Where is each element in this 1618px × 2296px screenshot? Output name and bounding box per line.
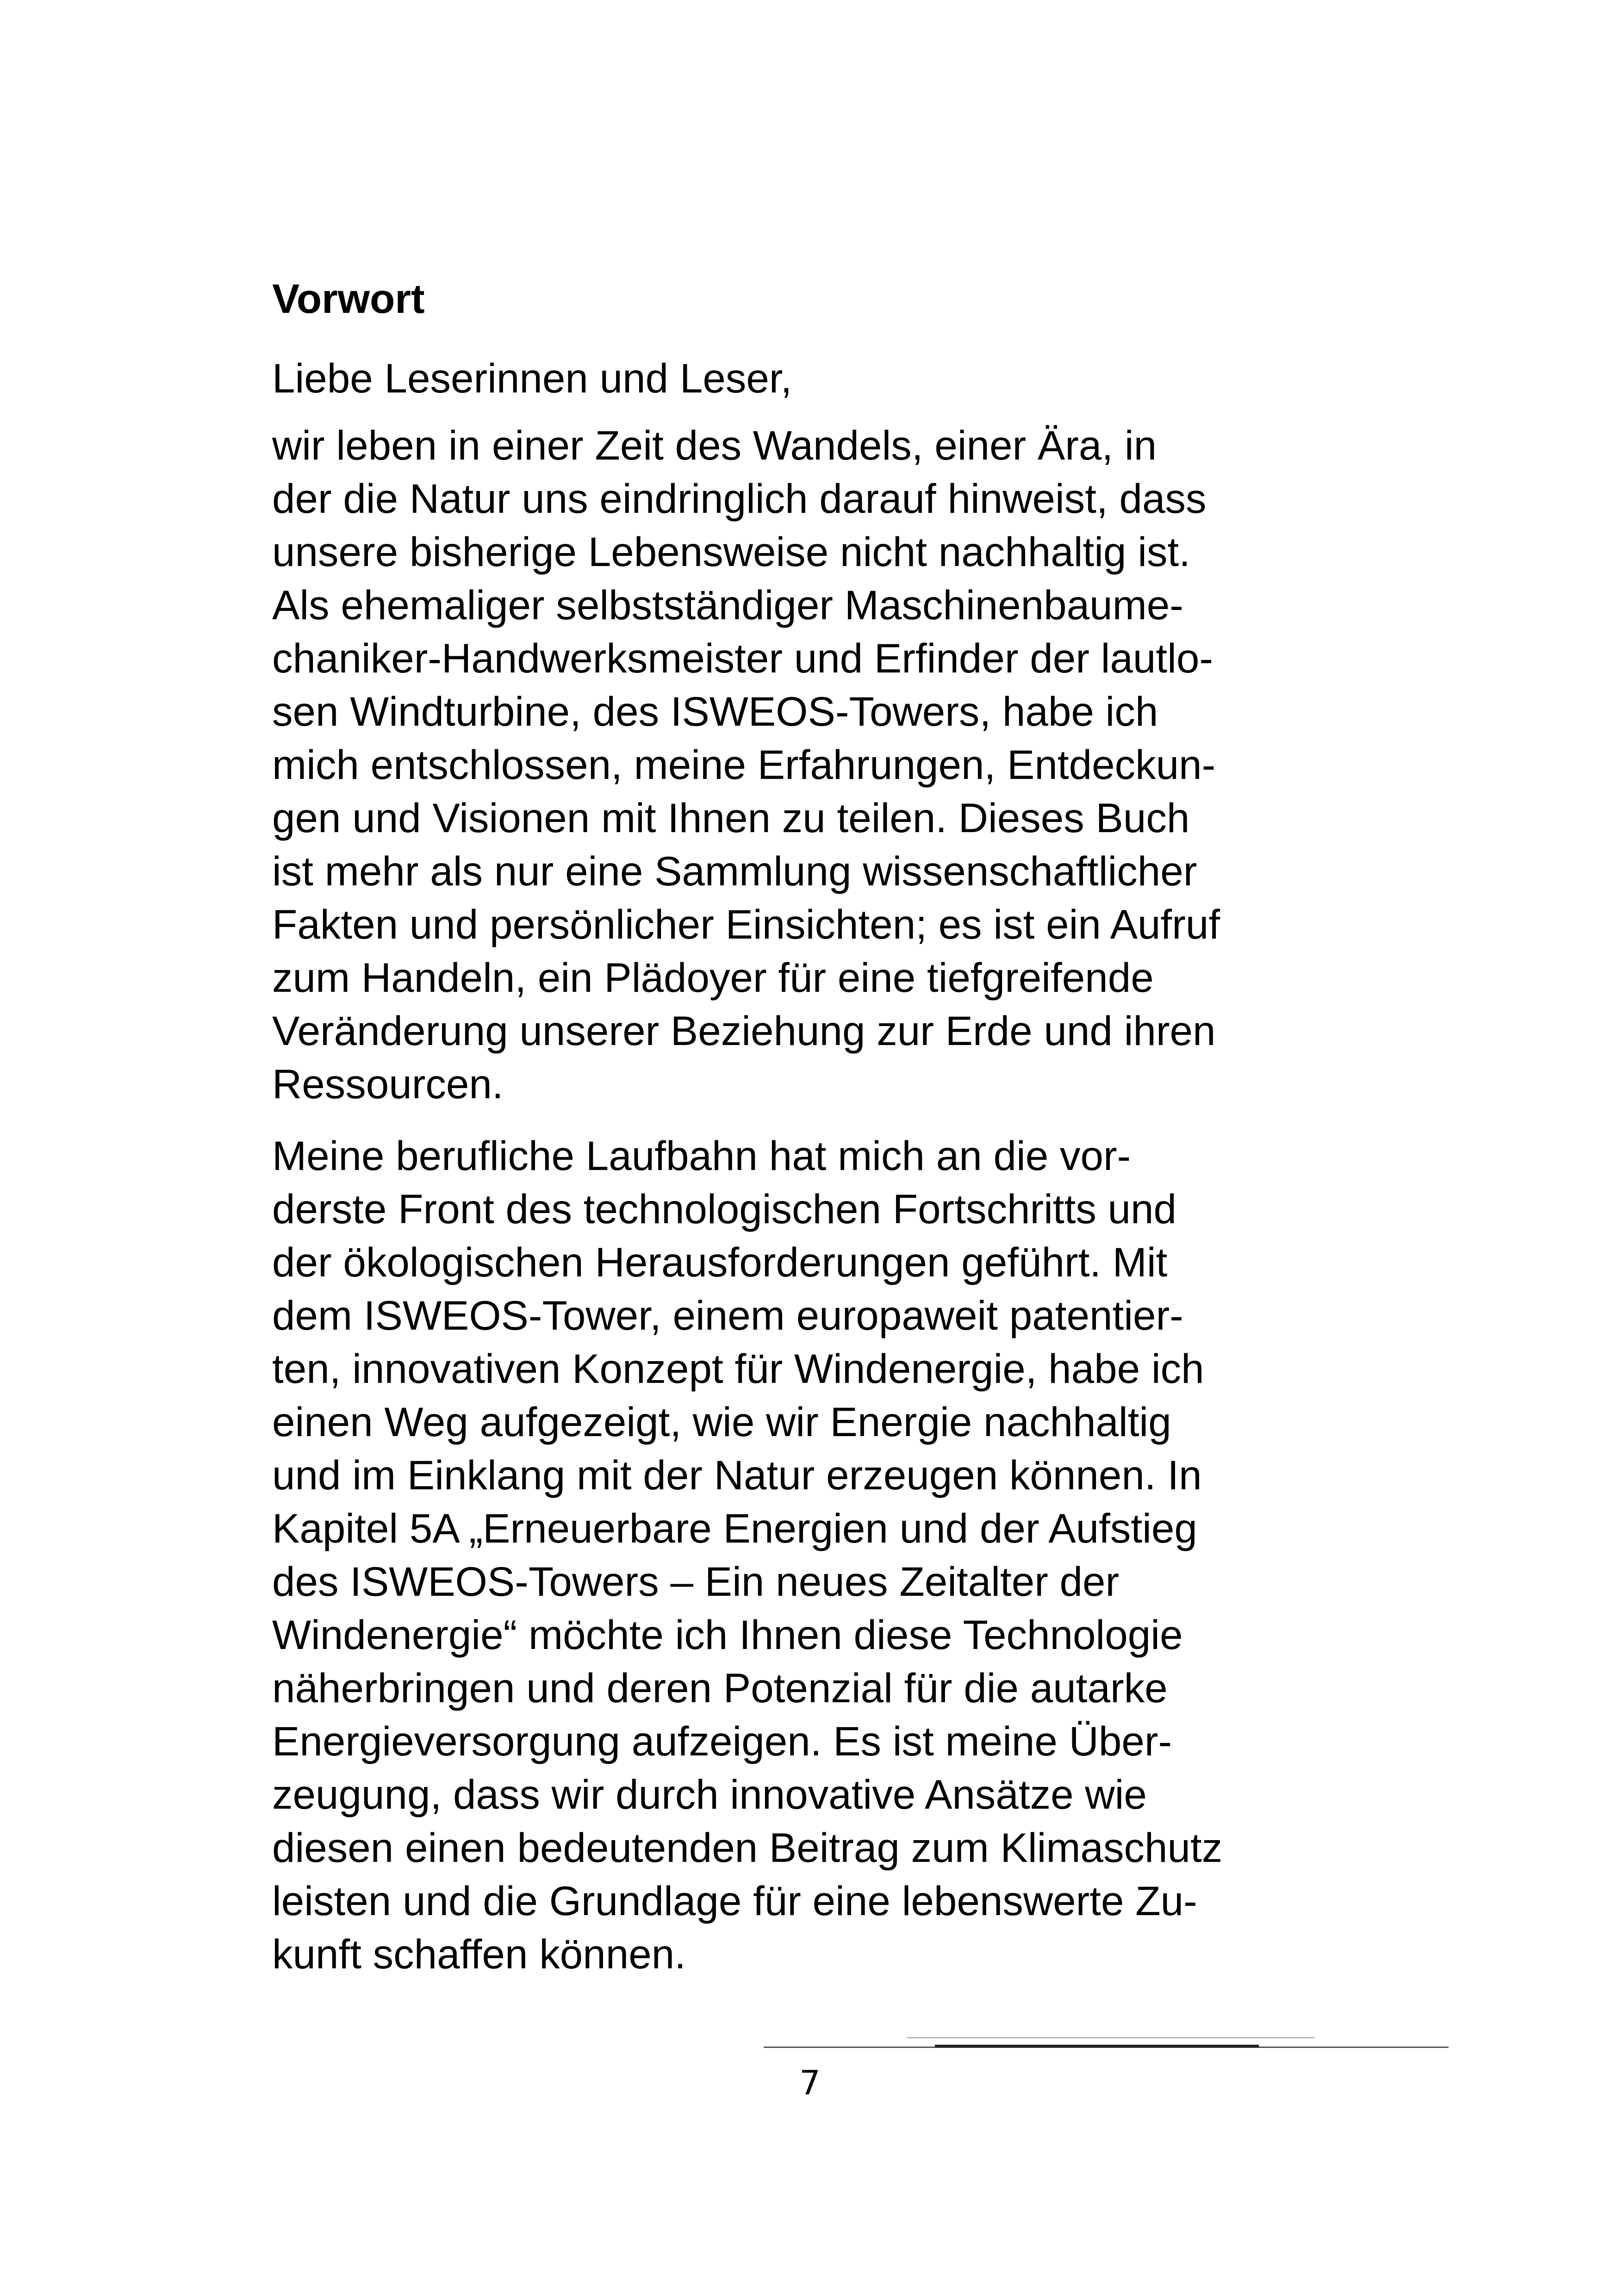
text-line: des ISWEOS-Towers – Ein neues Zeitalter der — [272, 1558, 1120, 1605]
salutation: Liebe Leserinnen und Leser, — [272, 355, 792, 401]
text-line: zeugung, dass wir durch innovative Ansätze wie — [272, 1771, 1147, 1817]
text-line: derste Front des technologischen Fortschritts und — [272, 1186, 1177, 1232]
text-line: Meine berufliche Laufbahn hat mich an die vor- — [272, 1132, 1131, 1179]
text-line: Energieversorgung aufzeigen. Es ist meine Über- — [272, 1718, 1172, 1764]
text-line: gen und Visionen mit Ihnen zu teilen. Dieses Buch — [272, 795, 1190, 841]
text-line: dem ISWEOS-Tower, einem europaweit patentier- — [272, 1292, 1183, 1338]
text-line: mich entschlossen, meine Erfahrungen, Entdeckun- — [272, 741, 1216, 788]
footer-rule-accent — [935, 2045, 1259, 2047]
text-line: kunft schaffen können. — [272, 1931, 686, 1977]
text-line: zum Handeln, ein Plädoyer für eine tiefgreifende — [272, 954, 1154, 1001]
paragraph-1 — [272, 419, 1220, 1111]
text-line: ist mehr als nur eine Sammlung wissenschaftlicher — [272, 848, 1197, 894]
text-line: leisten und die Grundlage für eine lebenswerte Zu- — [272, 1878, 1197, 1924]
text-line: näherbringen und deren Potenzial für die autarke — [272, 1665, 1168, 1711]
text-line: Veränderung unserer Beziehung zur Erde und ihren — [272, 1008, 1216, 1054]
footer-rule-accent — [907, 2037, 1314, 2038]
text-line: der ökologischen Herausforderungen geführt. Mit — [272, 1239, 1168, 1285]
section-heading: Vorwort — [272, 275, 425, 322]
text-line: Windenergie“ möchte ich Ihnen diese Technologie — [272, 1612, 1183, 1658]
page-number: 7 — [799, 2063, 821, 2102]
text-line: chaniker-Handwerksmeister und Erfinder der lautlo- — [272, 635, 1214, 681]
text-line: Kapitel 5A „Erneuerbare Energien und der Aufstieg — [272, 1505, 1197, 1551]
text-line: einen Weg aufgezeigt, wie wir Energie nachhaltig — [272, 1399, 1171, 1445]
text-line: Ressourcen. — [272, 1061, 504, 1107]
text-line: Fakten und persönlicher Einsichten; es ist ein Aufruf — [272, 901, 1220, 947]
text-line: der die Natur uns eindringlich darauf hinweist, dass — [272, 475, 1207, 522]
text-line: wir leben in einer Zeit des Wandels, einer Ära, in — [272, 422, 1157, 468]
text-line: und im Einklang mit der Natur erzeugen können. In — [272, 1452, 1202, 1498]
text-line: diesen einen bedeutenden Beitrag zum Klimaschutz — [272, 1824, 1223, 1871]
text-line: ten, innovativen Konzept für Windenergie, habe ich — [272, 1345, 1204, 1392]
text-line: sen Windturbine, des ISWEOS-Towers, habe ich — [272, 688, 1158, 734]
text-line: Als ehemaliger selbstständiger Maschinenbaume- — [272, 582, 1183, 628]
text-line: unsere bisherige Lebensweise nicht nachhaltig ist. — [272, 529, 1190, 575]
paragraph-2 — [272, 1129, 1222, 1981]
